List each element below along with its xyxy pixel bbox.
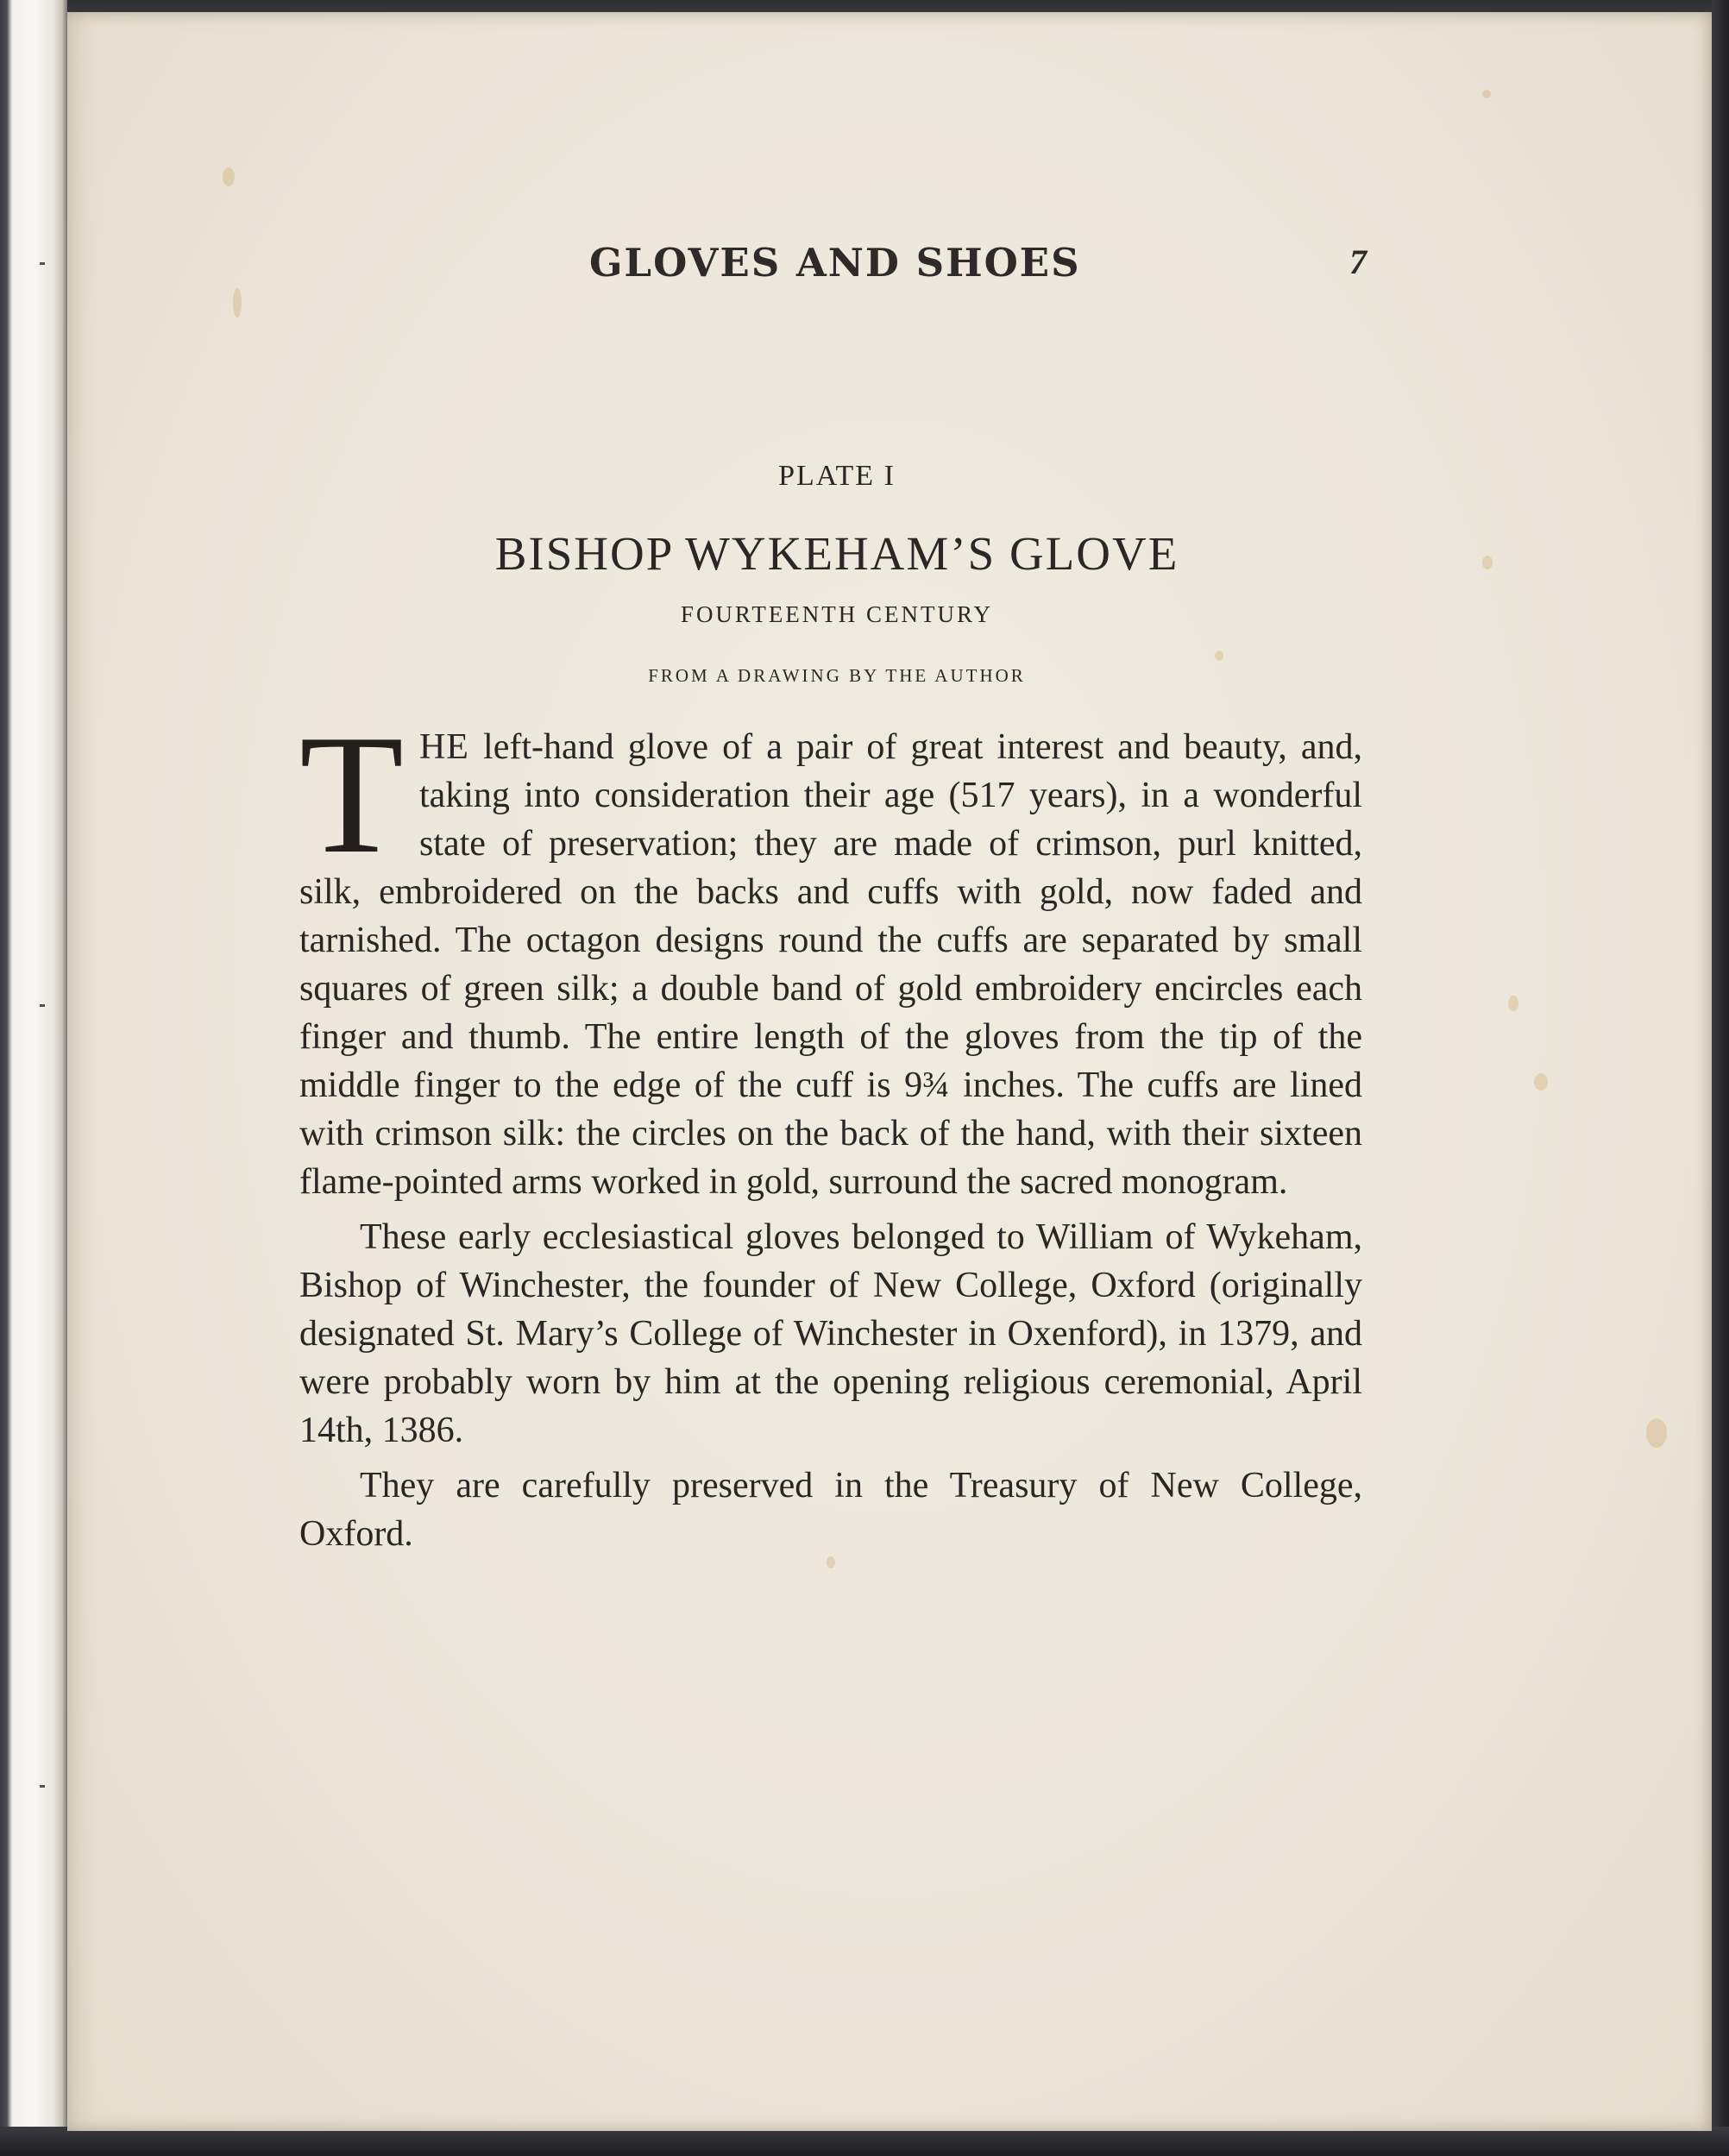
binding-thread-mark	[40, 1785, 45, 1788]
book-binding-right	[1712, 0, 1729, 2156]
foxing-spot	[1482, 90, 1491, 98]
paragraph-2: These early ecclesiastical gloves belonged to William of Wykeham, Bishop of Winchester, the founder of New College, Oxford (originally designated St. Mary’s College of Winchester in Oxenford), in 1379, and were probably worn by him at the opening religious ceremonial, April 14th, 1386.	[299, 1217, 1362, 1450]
lead-caps: HE	[418, 727, 469, 767]
running-title: GLOVES AND SHOES	[589, 240, 1081, 286]
paragraph-3: They are carefully preserved in the Treasury of New College, Oxford.	[299, 1466, 1362, 1554]
paragraph-1	[299, 700, 1362, 1206]
binding-thread-mark	[40, 1004, 45, 1007]
foxing-spot	[1482, 556, 1493, 569]
foxing-spot	[1534, 1073, 1548, 1091]
plate-century: FOURTEENTH CENTURY	[680, 601, 994, 627]
book-binding-bottom	[0, 2127, 1729, 2156]
plate-source-credit: FROM A DRAWING BY THE AUTHOR	[648, 665, 1026, 686]
book-binding-left	[0, 0, 67, 2156]
foxing-spot	[233, 288, 242, 317]
foxing-spot	[1215, 651, 1223, 661]
foxing-spot	[1508, 996, 1518, 1011]
foxing-spot	[223, 167, 235, 186]
body-text	[299, 700, 1362, 1558]
plate-title: BISHOP WYKEHAM’S GLOVE	[494, 527, 1179, 580]
plate-label: PLATE I	[778, 460, 896, 492]
paragraph-1-text: left-hand glove of a pair of great interest and beauty, and, taking into consideration their age (517 years), in a wonderful state of preservation; they are made of crimson, purl knitted, silk, embroidered on the backs and cuffs with gold, now faded and tarnished. The octagon designs round the cuffs are separated by small squares of green silk; a double band of gold embroidery encircles each finger and thumb. The entire length of the gloves from the tip of the middle finger to the edge of the cuff is 9¾ inches. The cuffs are lined with crimson silk: the circles on the back of the hand, with their sixteen flame-pointed arms worked in gold, surround the sacred monogram.	[299, 727, 1362, 1202]
foxing-spot	[1646, 1418, 1667, 1448]
running-header	[0, 240, 1729, 292]
drop-cap: T	[299, 700, 404, 889]
foxing-spot	[827, 1556, 835, 1568]
page-number: 7	[1349, 242, 1367, 281]
